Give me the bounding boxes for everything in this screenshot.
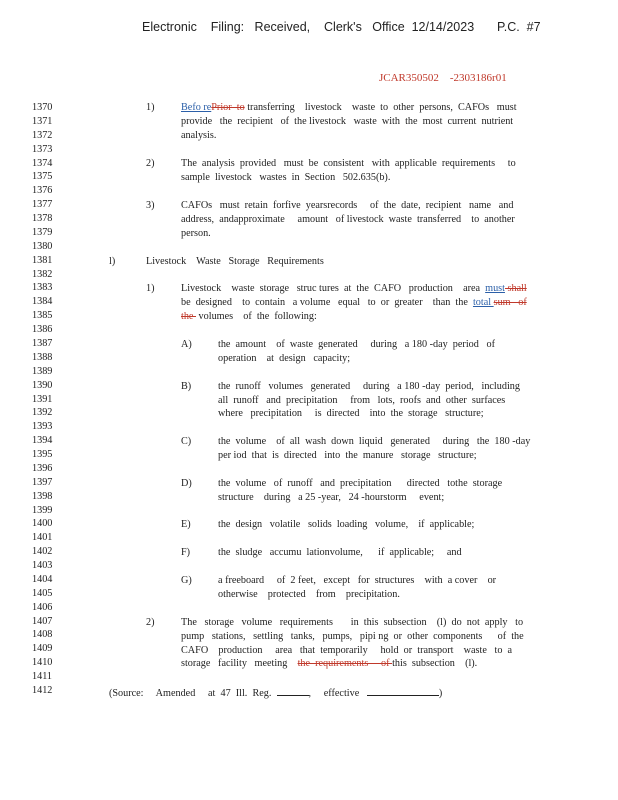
deleted-text: Prior to [211, 102, 245, 113]
text-line: operation at design capacity; [218, 353, 351, 364]
line-number: 1393 [32, 421, 53, 433]
filing-header: Electronic Filing: Received, Clerk's Office 12/14/2023 [142, 20, 475, 34]
text-line: CAFO production area that temporarily hold or transport waste to a [181, 645, 513, 656]
line-number: 1379 [32, 226, 53, 238]
text-line: per iod that is directed into the manure storage structure; [218, 450, 477, 461]
text-line: structure during a 25 -year, 24 -hourstorm event; [218, 492, 445, 503]
line-number: 1386 [32, 324, 53, 336]
text-line: the volumes of the following: [181, 311, 317, 322]
item-number: 1) [146, 102, 155, 113]
text-line: The storage volume requirements in this subsection (l) do not apply to [181, 617, 524, 628]
text-line: storage facility meeting the requirements of this subsection (l). [181, 658, 478, 669]
text-line: the volume of runoff and precipitation directed tothe storage [218, 478, 503, 489]
item-number: 2) [146, 158, 155, 169]
line-number: 1383 [32, 282, 53, 294]
text-line: the volume of all wash down liquid generated during the 180 -day [218, 436, 531, 447]
date-blank [367, 686, 439, 696]
text-line: provide the recipient of the livestock waste with the most current nutrient [181, 116, 514, 127]
line-number: 1371 [32, 115, 53, 127]
line-number: 1396 [32, 462, 53, 474]
line-number: 1381 [32, 254, 53, 266]
line-number: 1403 [32, 560, 53, 571]
line-number: 1374 [32, 157, 53, 169]
item-number: 2) [146, 617, 155, 628]
line-number: 1385 [32, 310, 53, 322]
section-heading: Livestock Waste Storage Requirements [146, 256, 324, 267]
item-letter: D) [181, 478, 192, 489]
line-number: 1408 [32, 629, 53, 641]
text-line: where precipitation is directed into the storage structure; [218, 408, 484, 419]
document-id: JCAR350502 -2303186r01 [379, 72, 507, 84]
source-note: (Source: Amended at 47 Ill. Reg. , effective ) [109, 688, 443, 699]
text-line: be designed to contain a volume equal to or greater than the total sum of [181, 297, 527, 308]
line-number: 1394 [32, 435, 53, 447]
line-number: 1392 [32, 407, 53, 419]
register-blank [277, 686, 309, 696]
line-number: 1407 [32, 615, 53, 627]
deleted-text: the [181, 311, 196, 322]
text-line: a freeboard of 2 feet, except for structures with a cover or [218, 575, 497, 586]
text-line: address, andapproximate amount of livestock waste transferred to another [181, 214, 515, 225]
text-line: person. [181, 228, 211, 239]
line-number: 1377 [32, 199, 53, 211]
deleted-text: sum of [493, 297, 527, 308]
text-line: all runoff and precipitation from lots, roofs and other surfaces [218, 395, 506, 406]
item-letter: G) [181, 575, 192, 586]
line-number: 1387 [32, 338, 53, 349]
text-line: The analysis provided must be consistent with applicable requirements to [181, 158, 516, 169]
line-number: 1401 [32, 532, 53, 544]
line-number: 1410 [32, 657, 53, 669]
line-number: 1380 [32, 240, 53, 252]
text-line: the amount of waste generated during a 180 -day period of [218, 339, 495, 350]
text-line: analysis. [181, 130, 217, 141]
line-number: 1399 [32, 504, 53, 516]
text-line: pump stations, settling tanks, pumps, pipi ng or other components of the [181, 631, 524, 642]
line-number: 1404 [32, 573, 53, 585]
line-number: 1400 [32, 518, 53, 530]
text-line: otherwise protected from precipitation. [218, 589, 400, 600]
page-code: P.C. #7 [497, 20, 541, 34]
item-letter: A) [181, 339, 192, 350]
line-number: 1397 [32, 476, 53, 488]
line-number: 1388 [32, 351, 53, 363]
line-number: 1382 [32, 268, 53, 280]
text-line: the runoff volumes generated during a 180 -day period, including [218, 381, 520, 392]
line-number: 1402 [32, 546, 53, 558]
line-number: 1370 [32, 102, 53, 113]
item-number: 1) [146, 283, 155, 294]
line-number: 1389 [32, 365, 53, 377]
line-number: 1405 [32, 587, 53, 599]
deleted-text: shall [504, 283, 527, 294]
text-line: CAFOs must retain forfive yearsrecords of the date, recipient name and [181, 200, 514, 211]
inserted-text: Befo re [181, 102, 212, 113]
item-letter: F) [181, 547, 191, 558]
line-number: 1372 [32, 129, 53, 141]
line-number: 1411 [32, 671, 52, 683]
deleted-text: the requirements of [297, 658, 393, 669]
item-letter: B) [181, 381, 192, 392]
line-number: 1409 [32, 643, 53, 655]
text-line: the sludge accumu lationvolume, if applicable; and [218, 547, 462, 558]
text-line: the design volatile solids loading volume, if applicable; [218, 519, 475, 530]
line-number: 1375 [32, 171, 53, 183]
inserted-text: must [485, 283, 505, 294]
line-number: 1406 [32, 601, 53, 613]
text-line: Livestock waste storage struc tures at the CAFO production area must shall [181, 283, 527, 294]
item-number: 3) [146, 200, 155, 211]
line-number: 1398 [32, 490, 53, 502]
line-number: 1384 [32, 296, 53, 308]
text-line: sample livestock wastes in Section 502.635(b). [181, 172, 391, 183]
item-letter: C) [181, 436, 192, 447]
line-number: 1391 [32, 393, 53, 405]
line-number: 1395 [32, 449, 53, 460]
inserted-text: total [472, 297, 494, 308]
item-letter: E) [181, 519, 191, 530]
line-number: 1373 [32, 143, 53, 155]
section-number: l) [109, 256, 116, 267]
text-line: Befo rePrior to transferring livestock waste to other persons, CAFOs must [181, 102, 517, 113]
line-number: 1376 [32, 185, 53, 197]
line-number: 1412 [32, 685, 53, 696]
line-number: 1378 [32, 213, 53, 224]
line-number: 1390 [32, 379, 53, 391]
